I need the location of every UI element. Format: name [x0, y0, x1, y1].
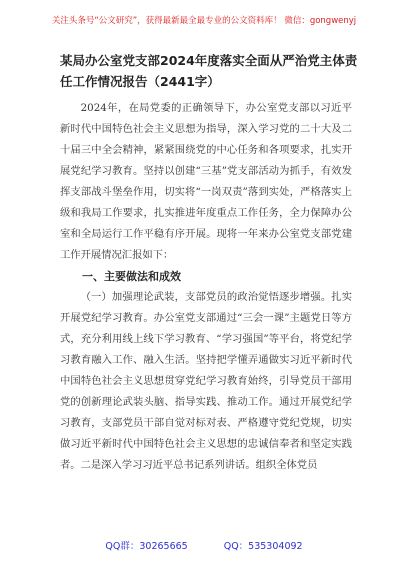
intro-paragraph: 2024年，在局党委的正确领导下，办公室党支部以习近平新时代中国特色社会主义思想为指导，深入学习党的二十大及二十届三中全会精神，紧紧围绕党的中心任务和各项要求，扎实开展党纪学习教育。坚持以创建“三基”党支部活动为抓手，有效发挥支部战斗堡垒作用，切实将“一岗双责”落到实处，严格落实上级和我局工作要求，扎实推进年度重点工作任务，全力保障办公室和全局运行工作平稳有序开展。现将一年来办公室党支部党建工作开展情况汇报如下： [60, 102, 352, 261]
document-body [60, 98, 352, 476]
document-title: 某局办公室党支部2024年度落实全面从严治党主体责任工作情况报告（2441字） [60, 53, 358, 89]
header-banner: 关注头条号“公文研究”，获得最新最全最专业的公文资料库！ 微信：gongwenyj [51, 16, 357, 26]
section-paragraph: （一）加强理论武装，支部党员的政治觉悟逐步增强。扎实开展党纪学习教育。办公室党支部通过“三会一课”主题党日等方式，充分利用线上线下学习教育、“学习强国”等平台，将党纪学习教育融入工作、融入生活。坚持把学懂弄通做实习近平新时代中国特色社会主义思想贯穿党纪学习教育始终，引导党员干部用党的创新理论武装头脑、指导实践、推动工作。通过开展党纪学习教育，支部党员干部自觉对标对表、严格遵守党纪党规，切实做习近平新时代中国特色社会主义思想的忠诚信奉者和坚定实践者。二是深入学习习近平总书记系列讲话。组织全体党员 [60, 291, 352, 471]
footer-qq: QQ：535304092 [223, 541, 303, 552]
footer-contact [0, 538, 408, 552]
footer-qq-group: QQ群：30265665 [105, 541, 188, 552]
section-heading: 一、主要做法和成效 [82, 270, 181, 283]
